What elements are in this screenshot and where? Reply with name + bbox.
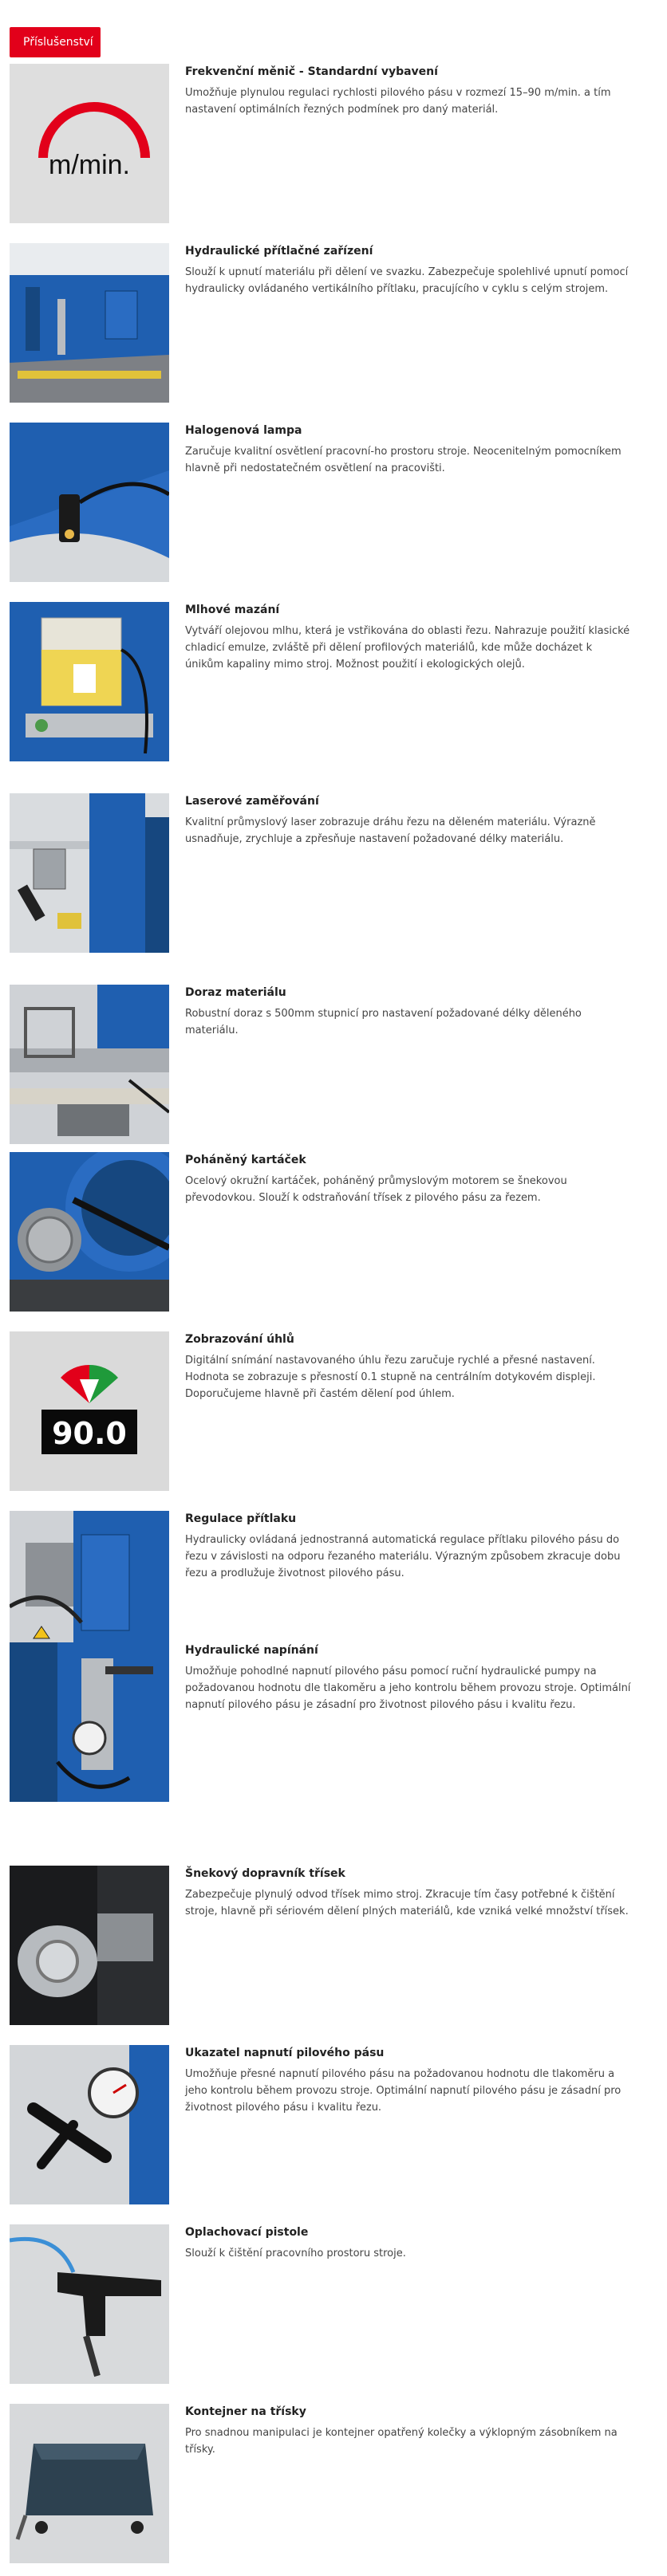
accessory-title: Šnekový dopravník třísek [185, 1867, 345, 1880]
accessory-title: Doraz materiálu [185, 986, 286, 999]
svg-text:m/min.: m/min. [49, 150, 130, 180]
accessory-description: Ocelový okružní kartáček, poháněný průmyslovým motorem se šnekovou převodovkou. Slouží k odstraňování třísek z pilového pásu za řezem. [185, 1175, 567, 1204]
accessory-description: Umožňuje pohodlné napnutí pilového pásu pomocí ruční hydraulické pumpy na požadovanou hodnotu dle tlakoměru a jeho kontrolu během provozu stroje. Optimální napnutí pilového pásu je zásadní pro životnost pilového pásu i kvalitu řezu. [185, 1666, 631, 1711]
accessory-description: Slouží k upnutí materiálu při dělení ve svazku. Zabezpečuje spolehlivé upnutí pomocí hydraulicky ovládaného vertikálního přítlaku, pracujícího v cyklu s celým strojem. [185, 266, 629, 295]
accessory-title: Hydraulické napínání [185, 1644, 318, 1657]
accessory-title: Kontejner na třísky [185, 2405, 306, 2418]
svg-text:90.0: 90.0 [52, 1416, 127, 1451]
accessory-description: Robustní doraz s 500mm stupnicí pro nastavení požadované délky děleného materiálu. [185, 1008, 582, 1036]
tension-gauge-image [10, 2045, 169, 2204]
accessory-title: Ukazatel napnutí pilového pásu [185, 2047, 385, 2059]
accessory-description: Digitální snímání nastavovaného úhlu řezu zaručuje rychlé a přesné nastavení. Hodnota se zobrazuje s přesností 0.1 stupně na centrálním dotykovém displeji. Doporučujeme hlavně při častém dělení pod úhlem. [185, 1355, 596, 1400]
angle-display-icon [10, 1331, 169, 1491]
laser-guide-image [10, 793, 169, 953]
material-stop-image [10, 985, 169, 1144]
accessory-title: Poháněný kartáček [185, 1154, 306, 1166]
accessory-title: Regulace přítlaku [185, 1512, 297, 1525]
accessory-title: Mlhové mazání [185, 604, 280, 616]
accessory-description: Kvalitní průmyslový laser zobrazuje dráhu řezu na děleném materiálu. Výrazně usnadňuje, zrychluje a zpřesňuje nastavení požadované délky materiálu. [185, 816, 596, 845]
accessory-title: Halogenová lampa [185, 424, 302, 437]
chip-conveyor-image [10, 1866, 169, 2025]
halogen-lamp-image [10, 423, 169, 582]
accessory-title: Hydraulické přítlačné zařízení [185, 245, 373, 258]
accessory-description: Umožňuje přesné napnutí pilového pásu na požadovanou hodnotu dle tlakoměru a jeho kontrolu během provozu stroje. Optimální napnutí pilového pásu je zásadní pro životnost pilového pásu i kvalitu řezu. [185, 2068, 622, 2114]
accessory-description: Pro snadnou manipulaci je kontejner opatřený kolečky a výklopným zásobníkem na třísky. [185, 2427, 618, 2456]
accessory-title: Frekvenční měnič - Standardní vybavení [185, 65, 438, 78]
chip-container-image [10, 2404, 169, 2563]
rinse-gun-image [10, 2224, 169, 2384]
accessory-title: Laserové zaměřování [185, 795, 319, 808]
accessory-description: Slouží k čištění pracovního prostoru stroje. [185, 2248, 406, 2259]
accessory-title: Oplachovací pistole [185, 2226, 309, 2239]
hydraulic-clamp-image [10, 243, 169, 403]
hydraulic-tension-image [10, 1642, 169, 1802]
mist-lubrication-image [10, 602, 169, 761]
accessory-description: Umožňuje plynulou regulaci rychlosti pilového pásu v rozmezí 15–90 m/min. a tím nastavení optimálních řezných podmínek pro daný materiál. [185, 87, 611, 116]
section-badge-accessories: Příslušenství [10, 27, 101, 57]
speed-gauge-icon [10, 64, 169, 223]
accessory-description: Zaručuje kvalitní osvětlení pracovní-ho prostoru stroje. Neocenitelným pomocníkem hlavně při nedostatečném osvětlení na pracovišti. [185, 446, 622, 474]
accessory-description: Hydraulicky ovládaná jednostranná automatická regulace přítlaku pilového pásu do řezu v závislosti na odporu řezaného materiálu. Výrazným způsobem zkracuje dobu řezu a prodlužuje životnost pilového pásu. [185, 1534, 621, 1579]
accessory-description: Vytváří olejovou mlhu, která je vstřikována do oblasti řezu. Nahrazuje použití klasické chladicí emulze, zvláště při dělení profilových materiálů, kde může docházet k únikům kapaliny mimo stroj. Možnost použití i ekologických olejů. [185, 625, 630, 671]
accessory-description: Zabezpečuje plynulý odvod třísek mimo stroj. Zkracuje tím časy potřebné k čištění stroje, hlavně při sériovém dělení plných materiálů, kde vzniká velké množství třísek. [185, 1889, 629, 1917]
driven-brush-image [10, 1152, 169, 1312]
accessory-title: Zobrazování úhlů [185, 1333, 294, 1346]
